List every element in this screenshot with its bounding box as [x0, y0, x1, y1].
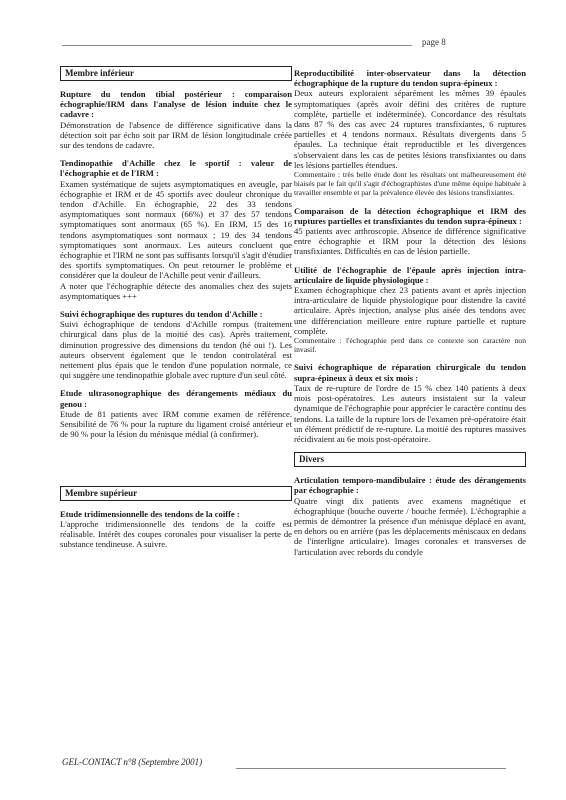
section-title-membre-inferieur: Membre inférieur — [60, 66, 292, 81]
article-body: Examen échographique chez 23 patients avant et après injection intra-articulaire de liquide physiologique pour distendre la cavité articulaire. Après injection, analyse plus aisée des tendons avec une différenciation meilleure entre rupture partielle et rupture complète. — [294, 285, 526, 336]
article-body: Taux de re-rupture de l'ordre de 15 % chez 140 patients à deux mois post-opératoires. Les auteurs insistaient sur la valeur dynamique de l'échographie pour apprécier le caractère continu des tendons. La taille de la rupture lors de l'examen pré-opératoire était un élément prédictif de re-rupture. La moitié des ruptures massives récidivaient au 6e mois post-opératoire. — [294, 382, 526, 444]
article-title: Tendinopathie d'Achille chez le sportif : valeur de l'échographie et de l'IRM : — [60, 158, 292, 179]
article-comment: Commentaire : très belle étude dont les résultats ont malheureusement été biaisés par le fait qu'il s'agit d'échographistes d'une même équipe habituée à travailler ensemble et par la prévalence élevée des lésions transfixiantes. — [294, 170, 526, 198]
article-body: Etude de 81 patients avec IRM comme examen de référence. Sensibilité de 76 % pour la rupture du ligament croisé antérieur et de 90 % pour la lésion du ménisque médial (à confirmer). — [60, 408, 292, 440]
article-title: Utilité de l'échographie de l'épaule après injection intra-articulaire de liquide physiologique : — [294, 264, 526, 285]
article-title: Suivi échographique de réparation chirurgicale du tendon supra-épineux à deux et six mois : — [294, 362, 526, 383]
left-column — [60, 66, 292, 557]
page-number: page 8 — [422, 37, 446, 47]
article — [60, 309, 292, 380]
article — [294, 265, 526, 355]
article — [60, 509, 292, 550]
section-title-membre-superieur: Membre supérieur — [60, 486, 292, 501]
article-body: Démonstration de l'absence de différence significative dans la détection soit par écho soit par IRM de lésion longitudinale créée sur des tendons de cadavre. — [60, 119, 292, 151]
article-note: A noter que l'échographie détecte des anomalies chez des sujets asymptomatiques +++ — [60, 280, 292, 301]
article-body: Suivi échographique de tendons d'Achille rompus (traitement chirurgical dans plus de la moitié des cas). Après traitement, diminution progressive des dimensions du tendon (hé oui !). Les auteurs observent également que le tendon controlatéral est nettement plus épais que le tendon d'une population normale, ce qui suggère une tendinopathie globale avec rupture d'un seul côté. — [60, 319, 292, 381]
article-title: Etude ultrasonographique des dérangements médiaux du genou : — [60, 388, 292, 409]
article — [60, 388, 292, 439]
article-body: L'approche tridimensionnelle des tendons de la coiffe est réalisable. Intérêt des coupes coronales pour visualiser la perte de substance tendineuse. A suivre. — [60, 518, 292, 550]
footer-journal-title: GEL-CONTACT n°8 (Septembre 2001) — [62, 757, 203, 767]
article — [294, 362, 526, 444]
article-body: Quatre vingt dix patients avec examens magnétique et échographique (bouche ouverte / bouche fermée). L'échographie a permis de démontrer la présence d'un ménisque déplacé en avant, en dehors ou en arrière (pas les déplacements méniscaux en dedans de l'interligne articulaire). Images coronales et transverses de l'articulation avec rebords du condyle — [294, 495, 526, 557]
article-title: Rupture du tendon tibial postérieur : comparaison échographie/IRM dans l'analyse de lésion induite chez le cadavre : — [60, 89, 292, 120]
article — [60, 158, 292, 301]
article-body: Deux auteurs exploraient séparément les mêmes 39 épaules symptomatiques (après avoir défini des critères de rupture complète, partielle et indéterminée). Concordance des résultats dans 87 % des cas avec 24 ruptures transfixiantes, 6 ruptures partielles et 4 tendons normaux. Résultats divergents dans 5 épaules. La technique était reproductible et les divergences s'observaient dans les cas de petites lésions transfixiantes ou dans les lésions partielles étendues. — [294, 88, 526, 170]
article-title: Reproductibilité inter-observateur dans la détection échographique de la rupture du tendon supra-épineux : — [294, 68, 526, 89]
article-title: Suivi échographique des ruptures du tendon d'Achille : — [60, 309, 263, 320]
spacer — [60, 448, 292, 486]
article-title: Comparaison de la détection échographique et IRM des ruptures partielles et transfixiantes du tendon supra-épineux : — [294, 205, 526, 226]
article-body: 45 patients avec arthroscopie. Absence de différence significative entre échographie et IRM pour la détection des lésions transfixiantes. Difficultés en cas de lésion partielle. — [294, 226, 526, 257]
article — [294, 475, 526, 557]
article — [294, 206, 526, 257]
right-column — [294, 68, 526, 565]
article — [60, 89, 292, 150]
article-body: Examen systématique de sujets asymptomatiques en aveugle, par échographie et IRM et de 45 sportifs avec douleur chronique du tendon d'Achille. En échographie, 22 des 33 tendons asymptomatiques sont normaux (66%) et 37 des 57 tendons symptomatiques sont anormaux (65 %). En IRM, 15 des 16 tendons asymptomatiques sont normaux ; 19 des 34 tendons symptomatiques sont anormaux. Les auteurs concluent que échographie et l'IRM ne sont pas suffisants lorsqu'il s'agit d'étudier des sportifs symptomatiques. On peut retourner le problème et considérer que la douleur de l'Achille peut venir d'ailleurs. — [60, 178, 292, 281]
article — [294, 68, 526, 198]
article-title: Articulation temporo-mandibulaire : étude des dérangements par échographie : — [294, 475, 526, 496]
article-comment: Commentaire : l'échographie perd dans ce contexte son caractère non invasif. — [294, 336, 526, 355]
article-title: Etude tridimensionnelle des tendons de la coiffe : — [60, 508, 240, 519]
footer-rule — [236, 768, 506, 769]
header-rule — [62, 45, 412, 46]
section-title-divers: Divers — [294, 452, 526, 467]
